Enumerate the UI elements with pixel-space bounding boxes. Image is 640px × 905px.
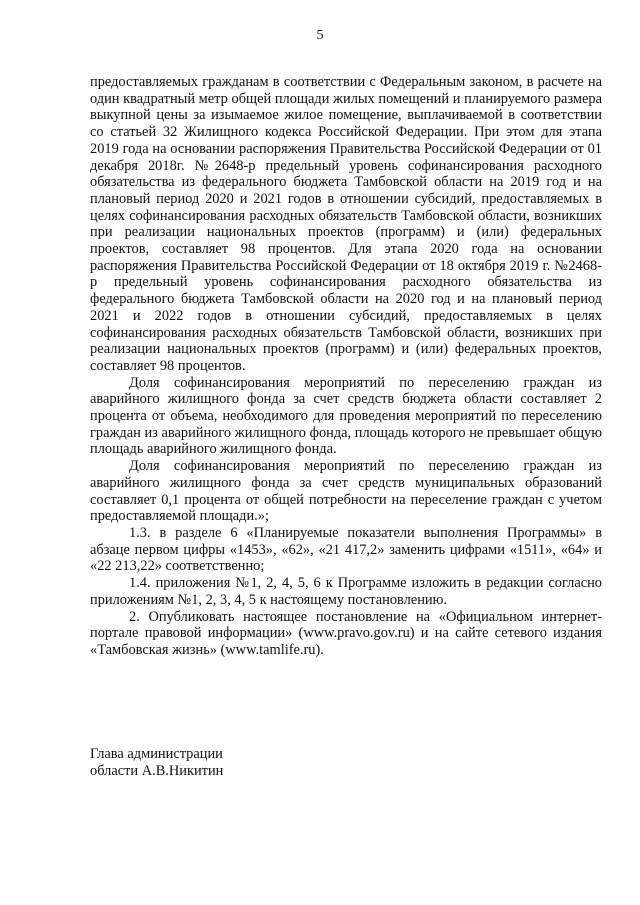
paragraph-regional-budget-share: Доля софинансирования мероприятий по переселению граждан из аварийного жилищного фонда за счет средств бюджета области составляет 2 процента от объема, необходимого для проведения мероприятий по переселению граждан из аварийного жилищного фонда, площадь которого не превышает общую площадь аварийного жилищного фонда. (90, 374, 602, 458)
paragraph-municipal-budget-share: Доля софинансирования мероприятий по переселению граждан из аварийного жилищного фонда за счет средств муниципальных образований составляет 0,1 процента от общей потребности на переселение граждан с учетом предоставляемой площади.»; (90, 458, 602, 525)
page-number: 5 (316, 28, 324, 43)
signature-position: Глава администрации (90, 746, 223, 762)
paragraph-item-2-publication: 2. Опубликовать настоящее постановление на «Официальном интернет-портале правовой информации» (www.pravo.gov.ru) и на сайте сетевого издания «Тамбовская жизнь» (www.tamlife.ru). (90, 608, 602, 658)
paragraph-item-1-3: 1.3. в разделе 6 «Планируемые показатели выполнения Программы» в абзаце первом цифры «1453», «62», «21 417,2» заменить цифрами «1511», «64» и «22 213,22» соответственно; (90, 524, 602, 575)
signature-name: области А.В.Никитин (90, 763, 224, 779)
paragraph-item-1-4: 1.4. приложения №1, 2, 4, 5, 6 к Программе изложить в редакции согласно приложениям №1, 2, 3, 4, 5 к настоящему постановлению. (90, 575, 602, 608)
signature-block (90, 746, 223, 780)
paragraph-program-financing: предоставляемых гражданам в соответствии с Федеральным законом, в расчете на один квадратный метр общей площади жилых помещений и планируемого размера выкупной цены за изымаемое жилое помещение, выплачиваемой в соответствии со статьей 32 Жилищного кодекса Российской Федерации. При этом для этапа 2019 года на основании распоряжения Правительства Российской Федерации от 01 декабря 2018г. №2648-р предельный уровень софинансирования расходного обязательства из федерального бюджета Тамбовской области на 2019 год и на плановый период 2020 и 2021 годов в отношении субсидий, предоставляемых в целях софинансирования расходных обязательств Тамбовской области, возникших при реализации национальных проектов (программ) и (или) федеральных проектов, составляет 98 процентов. Для этапа 2020 года на основании распоряжения Правительства Российской Федерации от 18 октября 2019 г. №2468-р предельный уровень софинансирования расходного обязательства из федерального бюджета Тамбовской области на 2020 год и на плановый период 2021 и 2022 годов в отношении субсидий, предоставляемых в целях софинансирования расходных обязательств Тамбовской области, возникших при реализации национальных проектов (программ) и (или) федеральных проектов, составляет 98 процентов. (90, 74, 602, 374)
document-body (90, 74, 602, 659)
